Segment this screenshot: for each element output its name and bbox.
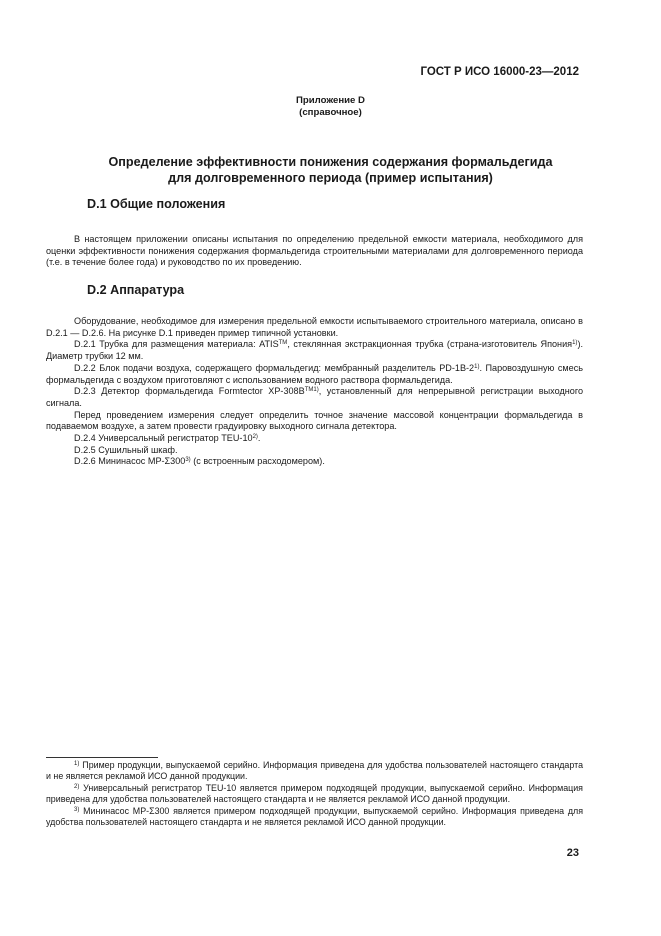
standard-id-header: ГОСТ Р ИСО 16000-23—2012 (420, 66, 579, 78)
title-line-2: для долговременного периода (пример испытания) (168, 170, 493, 185)
page-number: 23 (566, 847, 579, 859)
paragraph-d-2-5: D.2.5 Сушильный шкаф. (74, 444, 178, 455)
appendix-label (0, 95, 661, 119)
section-heading-general: D.1 Общие положения (87, 197, 226, 211)
paragraph-d-2-4: D.2.4 Универсальный регистратор TEU-10$^{2)}$. (74, 433, 261, 444)
footnote: $^{2)}$ Универсальный регистратор TEU-10 является примером подходящей продукции, выпускаемой серийно. Информация приведена для удобства пользователей настоящего стандарта и не является рекламой ИСО данной продукции. (46, 783, 583, 805)
page-title (0, 155, 661, 186)
appendix-title: Приложение D (296, 95, 365, 106)
footnote-ref: 3) (185, 457, 191, 464)
section-general-body (46, 234, 583, 269)
paragraph: Перед проведением измерения следует определить точное значение массовой концентрации формальдегида в подаваемом воздухе, а затем провести градуировку выходного сигнала детектора. (46, 409, 583, 432)
footnote-ref: 2) (252, 434, 258, 441)
footnote-ref: 1) (474, 363, 480, 370)
footnote: $^{1)}$ Пример продукции, выпускаемой серийно. Информация приведена для удобства пользователей настоящего стандарта и не является рекламой ИСО данной продукции. (46, 760, 583, 782)
paragraph-d-2-1: D.2.1 Трубка для размещения материала: ATIS™, стеклянная экстракционная трубка (страна-изготовитель Япония$^{1)}$). Диаметр трубки 12 мм. (46, 339, 583, 362)
footnote-divider (46, 757, 158, 758)
trademark-mark: TM (278, 340, 288, 347)
footnote-ref: 1) (572, 340, 578, 347)
paragraph-d-2-3: D.2.3 Детектор формальдегида Formtector $XP-308B^{TM1)}$, установленный для непрерывной регистрации выходного сигнала. (46, 386, 583, 408)
section-heading-apparatus: D.2 Аппаратура (87, 283, 185, 297)
title-line-1: Определение эффективности понижения содержания формальдегида (108, 155, 553, 169)
paragraph-d-2-6: D.2.6 Мининасос MP-Σ300$^{3)}$ (с встроенным расходомером). (74, 456, 325, 467)
section-apparatus-body (46, 316, 583, 468)
appendix-type: (справочное) (299, 107, 362, 118)
paragraph: Оборудование, необходимое для измерения предельной емкости испытываемого строительного материала, описано в D.2.1 — D.2.6. На рисунке D.1 приведен пример типичной установки. (46, 316, 583, 338)
footnote-ref: TM1) (304, 387, 319, 394)
paragraph-d-2-2: D.2.2 Блок подачи воздуха, содержащего формальдегид: мембранный разделитель PD-1B-2$^{1)}$. Паровоздушную смесь формальдегида с воздухом приготовляют с использованием водного раствора формальдегида. (46, 362, 584, 385)
paragraph: В настоящем приложении описаны испытания по определению предельной емкости материала, необходимого для оценки эффективности понижения содержания формальдегида строительными материалами для долговременного периода (т.е. в течение более года) и руководство по их проведению. (46, 234, 583, 268)
footnote: $^{3)}$ Мининасос MP-Σ300 является примером подходящей продукции, выпускаемой серийно. Информация приведена для удобства пользователей настоящего стандарта и не является рекламой ИСО данной продукции. (46, 806, 583, 828)
footnotes (46, 760, 583, 830)
